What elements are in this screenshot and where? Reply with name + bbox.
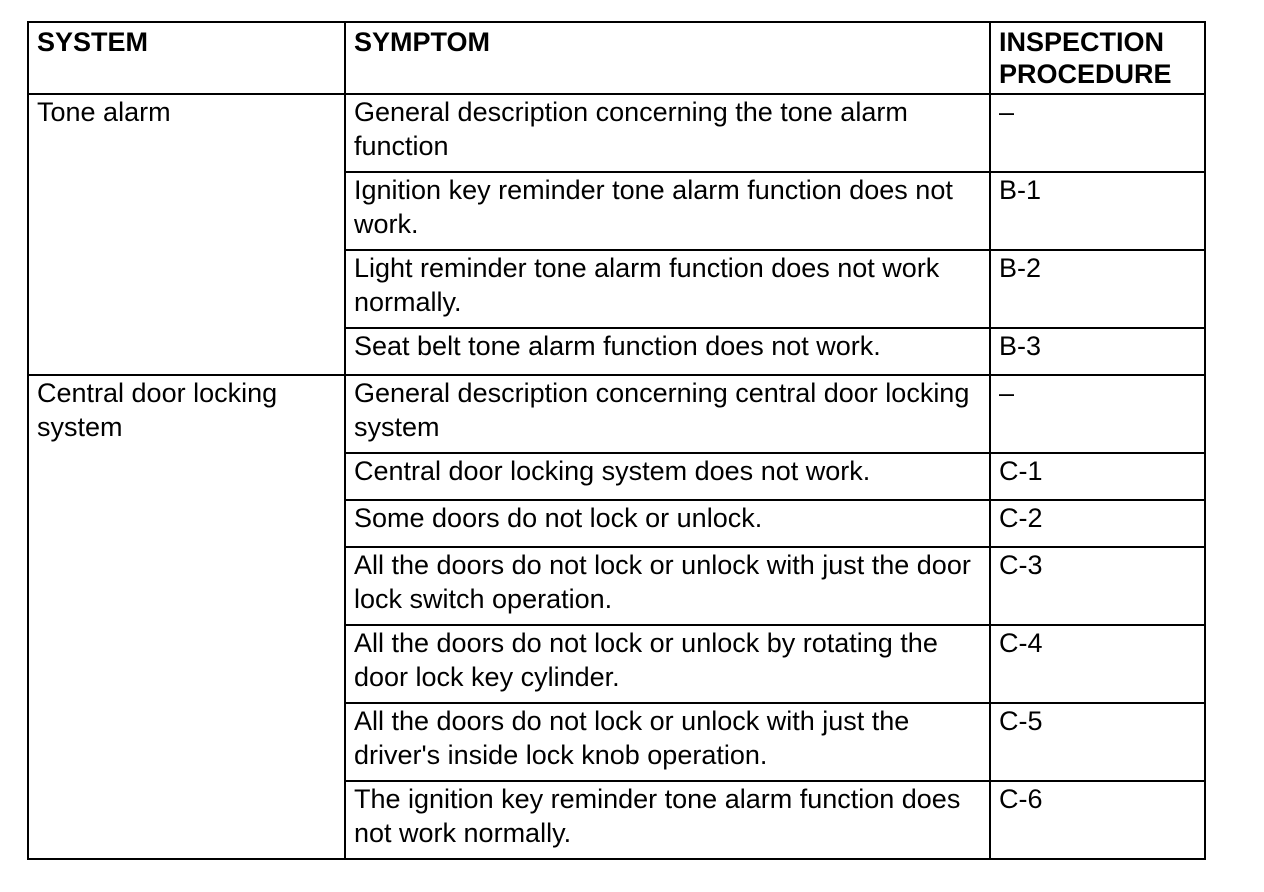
header-inspection-procedure: INSPECTION PROCEDURE: [990, 22, 1205, 94]
procedure-cell: B-2: [990, 250, 1205, 328]
procedure-cell: B-1: [990, 172, 1205, 250]
symptom-cell: General description concerning central door locking system: [345, 375, 990, 453]
table-row: [28, 375, 1205, 453]
system-cell-central-door-locking: Central door locking system: [28, 375, 345, 859]
symptom-cell: General description concerning the tone alarm function: [345, 94, 990, 172]
symptom-cell: All the doors do not lock or unlock by rotating the door lock key cylinder.: [345, 625, 990, 703]
symptom-cell: All the doors do not lock or unlock with just the door lock switch operation.: [345, 547, 990, 625]
symptom-cell: Seat belt tone alarm function does not work.: [345, 328, 990, 375]
symptom-cell: Light reminder tone alarm function does not work normally.: [345, 250, 990, 328]
troubleshooting-table: [27, 21, 1206, 860]
procedure-cell: C-6: [990, 781, 1205, 859]
procedure-cell: –: [990, 375, 1205, 453]
header-system: SYSTEM: [28, 22, 345, 94]
symptom-cell: Ignition key reminder tone alarm function does not work.: [345, 172, 990, 250]
system-cell-tone-alarm: Tone alarm: [28, 94, 345, 375]
header-symptom: SYMPTOM: [345, 22, 990, 94]
symptom-cell: Central door locking system does not work.: [345, 453, 990, 500]
procedure-cell: C-3: [990, 547, 1205, 625]
procedure-cell: C-2: [990, 500, 1205, 547]
procedure-cell: C-4: [990, 625, 1205, 703]
procedure-cell: –: [990, 94, 1205, 172]
table-row: [28, 94, 1205, 172]
procedure-cell: C-1: [990, 453, 1205, 500]
symptom-cell: All the doors do not lock or unlock with just the driver's inside lock knob operation.: [345, 703, 990, 781]
symptom-cell: The ignition key reminder tone alarm function does not work normally.: [345, 781, 990, 859]
procedure-cell: C-5: [990, 703, 1205, 781]
header-row: [28, 22, 1205, 94]
procedure-cell: B-3: [990, 328, 1205, 375]
symptom-cell: Some doors do not lock or unlock.: [345, 500, 990, 547]
